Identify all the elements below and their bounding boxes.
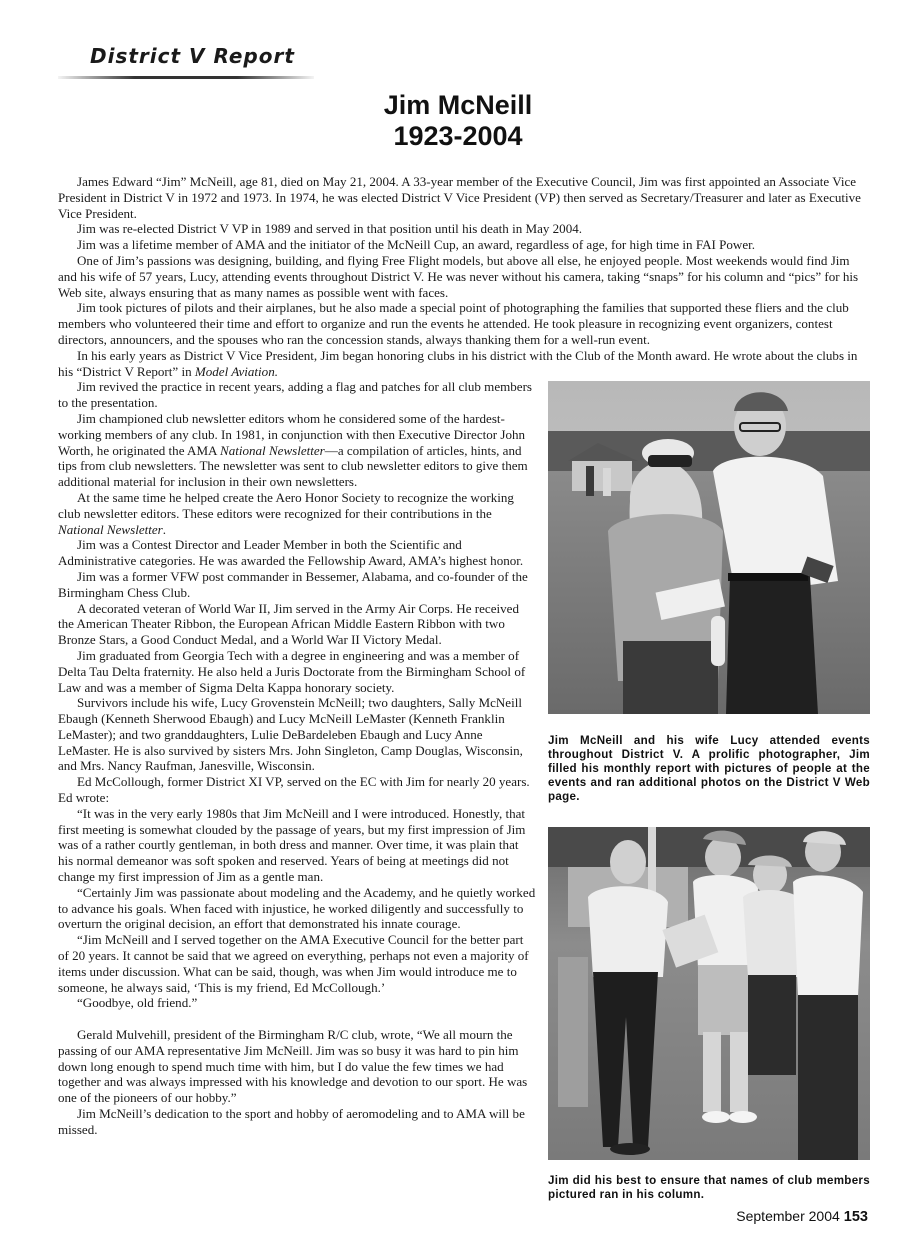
paragraph: Gerald Mulvehill, president of the Birmingham R/C club, wrote, “We all mourn the passing of our AMA representative Jim McNeill. Jim was so busy it was hard to pin him down long enough to spend much time with him, but I do value the few times we had together and was always impressed with his knowledge and devotion to our sport. He was one of the pioneers of our hobby.” [58, 1027, 528, 1106]
section-title: District V Report [90, 44, 295, 68]
paragraph: Jim took pictures of pilots and their airplanes, but he also made a special point of photographing the families that supported these fliers and the club members who volunteered their time and effort to organize and run the events he attended. He took pleasure in recognizing event organizers, contest directors, announcers, and the spouses who ran the concession stands, always thanking them for a well-run event. [58, 300, 849, 347]
paragraph-text: At the same time he helped create the Aero Honor Society to recognize the working club newsletter editors. These editors were recognized for their contributions in the [58, 489, 514, 521]
paragraph: One of Jim’s passions was designing, building, and flying Free Flight models, but above all else, he enjoyed people. Most weekends would find Jim and his wife of 57 years, Lucy, attending events throughout District V. He was never without his camera, taking “snaps” for his column and “pics” for his Web site, always ensuring that as many names as possible went with faces. [58, 252, 859, 300]
paragraph: “It was in the very early 1980s that Jim McNeill and I were introduced. Honestly, that first meeting is somewhat clouded by the passage of years, but my first impression of Jim was of a rather courtly gentleman, in both dress and manner. Over time, it was plain that his normal demeanor was soft spoken and reserved. Years of being at meetings did not change my first impression of Jim as a gentle man. [58, 805, 526, 885]
photo-jim-and-lucy [548, 381, 870, 714]
paragraph: Jim was a lifetime member of AMA and the initiator of the McNeill Cup, an award, regardless of age, for high time in FAI Power. [77, 237, 756, 253]
paragraph: James Edward “Jim” McNeill, age 81, died on May 21, 2004. A 33-year member of the Executive Council, Jim was first appointed an Associate Vice President in District V in 1972 and 1973. In 1974, he was elected District V Vice President (VP) then served as Secretary/Treasurer and later as Executive Vice President. [58, 174, 861, 221]
paragraph: Ed McCollough, former District XI VP, served on the EC with Jim for nearly 20 years. Ed wrote: [58, 774, 530, 806]
caption-photo-1: Jim McNeill and his wife Lucy attended events throughout District V. A prolific photographer, Jim filled his monthly report with pictures of people at the events and ran additional photos on the District V Web page. [548, 734, 870, 804]
publication-title: National Newsletter [58, 521, 163, 537]
paragraph: Jim revived the practice in recent years, adding a flag and patches for all club members to the presentation. [58, 379, 533, 411]
photo-jim-and-lucy-image [548, 381, 870, 714]
section-rule [58, 76, 314, 79]
paragraph-text: In his early years as District V Vice President, Jim began honoring clubs in his district with the Club of the Month award. He wrote about the clubs in his “District V Report” in [58, 347, 858, 379]
page-number: 153 [843, 1209, 868, 1225]
paragraph: Survivors include his wife, Lucy Grovenstein McNeill; two daughters, Sally McNeill Ebaugh (Kenneth Sherwood Ebaugh) and Lucy McNeill LeMaster (Kenneth Franklin LeMaster); and two granddaughters, Lulie DeBardeleben Ebaugh and Lucy Anne LeMaster. He is also survived by sisters Mrs. John Singleton, Camp Douglas, Wisconsin, and Mrs. Nancy Raufman, Janesville, Wisconsin. [58, 695, 523, 774]
publication-title: Model Aviation. [194, 363, 278, 379]
paragraph: Jim was re-elected District V VP in 1989 and served in that position until his death in May 2004. [77, 221, 583, 237]
paragraph: A decorated veteran of World War II, Jim served in the Army Air Corps. He received the American Theater Ribbon, the European African Middle Eastern Ribbon with two Bronze Stars, a Good Conduct Medal, and a World War II Victory Medal. [58, 600, 519, 648]
paragraph-text: Jim championed club newsletter editors whom he considered some of the hardest-working members of any club. In 1981, in conjunction with then Executive Director John Worth, he originated the AMA [58, 410, 526, 458]
caption-photo-2: Jim did his best to ensure that names of club members pictured ran in his column. [548, 1174, 870, 1202]
paragraph: “Jim McNeill and I served together on the AMA Executive Council for the better part of 20 years. It cannot be said that we agreed on everything, perhaps not even a majority of items under discussion. What can be said, though, was when Jim would introduce me to someone, he always said, ‘This is my friend, Ed McCollough.’ [58, 932, 529, 995]
paragraph: Jim was a former VFW post commander in Bessemer, Alabama, and co-founder of the Birmingham Chess Club. [58, 568, 528, 600]
publication-title: National Newsletter [220, 442, 325, 458]
paragraph: Jim graduated from Georgia Tech with a degree in engineering and was a member of Delta Tau Delta fraternity. He also held a Juris Doctorate from the Birmingham School of Law and was a member of Sigma Delta Kappa honorary society. [58, 647, 526, 695]
headline-years: 1923-2004 [393, 121, 523, 151]
paragraph: Jim was a Contest Director and Leader Member in both the Scientific and Administrative categories. He was awarded the Fellowship Award, AMA’s highest honor. [58, 537, 524, 569]
issue-date: September 2004 [736, 1208, 840, 1224]
paragraph [58, 348, 870, 380]
headline-name: Jim McNeill [383, 90, 533, 120]
paragraph: Jim McNeill’s dedication to the sport and hobby of aeromodeling and to AMA will be missed. [58, 1106, 525, 1137]
paragraph: “Certainly Jim was passionate about modeling and the Academy, and he quietly worked to advance his goals. When faced with injustice, he worked diligently and successfully to overturn the original decision, an effort that demonstrated his innate courage. [58, 884, 536, 932]
figure-1 [548, 381, 870, 1202]
photo-club-members [548, 827, 870, 1160]
paragraph: “Goodbye, old friend.” [77, 995, 198, 1011]
paragraph-text: —a compilation of articles, hints, and tips from club newsletters. The newsletter was sent to club newsletter editors to give them additional material for inclusion in their own newsletters. [58, 442, 528, 490]
photo-club-members-image [548, 827, 870, 1160]
page-footer [736, 1208, 868, 1225]
paragraph-text: . [162, 521, 167, 537]
article-body [58, 174, 870, 1202]
